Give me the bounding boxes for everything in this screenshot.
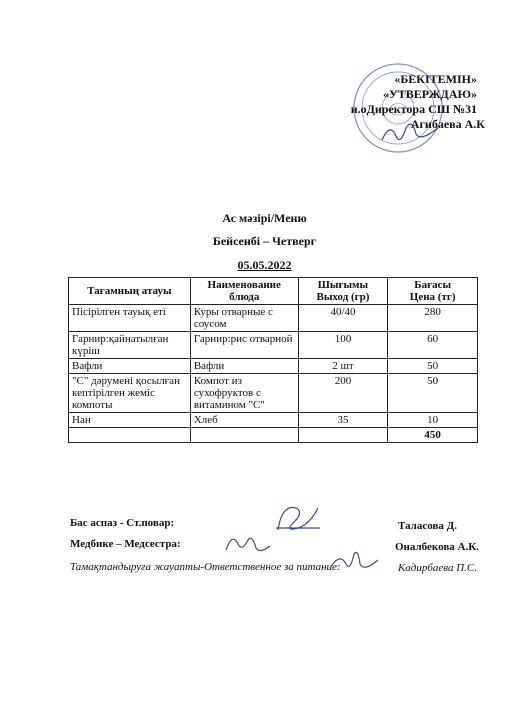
- cell-output: 200: [298, 374, 388, 413]
- table-row: [69, 413, 478, 428]
- table-row: [69, 332, 478, 359]
- approval-block: [350, 72, 485, 132]
- table-header-row: [69, 278, 478, 305]
- total-row: [69, 428, 478, 443]
- total-price: 450: [388, 428, 478, 443]
- chef-role: Бас аспаз - Ст.повар:: [70, 517, 175, 529]
- responsible-signature: [328, 548, 380, 576]
- responsible-name: Кадирбаева П.С.: [398, 562, 478, 574]
- cell-kz: Вафли: [69, 359, 191, 374]
- cell-ru: Гарнир:рис отварной: [190, 332, 298, 359]
- cell-kz: Гарнир:қайнатылған күріш: [69, 332, 191, 359]
- menu-table: [68, 277, 478, 443]
- cell-kz: Нан: [69, 413, 191, 428]
- menu-date: 05.05.2022: [237, 258, 292, 272]
- header-kz-name: Тағамның атауы: [69, 278, 191, 305]
- cell-output: 100: [298, 332, 388, 359]
- cell-price: 60: [388, 332, 478, 359]
- cell-ru: Хлеб: [190, 413, 298, 428]
- cell-price: 50: [388, 374, 478, 413]
- approval-ru: «УТВЕРЖДАЮ»: [382, 87, 477, 101]
- cell-kz: Пісірілген тауық еті: [69, 305, 191, 332]
- cell-ru: Вафли: [190, 359, 298, 374]
- cell-price: 280: [388, 305, 478, 332]
- approval-position: и.оДиректора СШ №31: [350, 102, 477, 116]
- total-empty: [298, 428, 388, 443]
- approval-kz: «БЕКІТЕМІН»: [394, 72, 477, 86]
- cell-ru: Компот из сухофруктов с витамином "С": [190, 374, 298, 413]
- total-empty: [190, 428, 298, 443]
- cell-output: 40/40: [298, 305, 388, 332]
- header-price-kz: Бағасы: [414, 279, 452, 291]
- nurse-signature: [222, 528, 272, 556]
- cell-kz: "С" дәрумені қосылған кептірілген жеміс компоты: [69, 374, 191, 413]
- menu-title: Ас мәзірі/Меню: [222, 211, 307, 225]
- approval-name: Агибаева А.К: [410, 117, 485, 131]
- cell-price: 10: [388, 413, 478, 428]
- responsible-role: Тамақтандыруға жауапты-Ответственное за питание:: [70, 561, 341, 573]
- chef-signature: [268, 500, 328, 540]
- header-output: [298, 278, 388, 305]
- header-price: [388, 278, 478, 305]
- header-price-ru: Цена (тг): [409, 291, 456, 303]
- nurse-name: Оналбекова А.К.: [395, 541, 479, 553]
- cell-output: 35: [298, 413, 388, 428]
- header-output-kz: Шығымы: [317, 279, 369, 291]
- cell-output: 2 шт: [298, 359, 388, 374]
- cell-ru: Куры отварные с соусом: [190, 305, 298, 332]
- cell-price: 50: [388, 359, 478, 374]
- menu-day: Бейсенбі – Четверг: [212, 234, 317, 248]
- nurse-role: Медбике – Медсестра:: [70, 538, 181, 550]
- header-ru-name: Наименование блюда: [190, 278, 298, 305]
- total-empty: [69, 428, 191, 443]
- chef-name: Таласова Д.: [398, 520, 457, 532]
- header-output-ru: Выход (гр): [316, 291, 370, 303]
- table-row: [69, 359, 478, 374]
- table-row: [69, 374, 478, 413]
- table-row: [69, 305, 478, 332]
